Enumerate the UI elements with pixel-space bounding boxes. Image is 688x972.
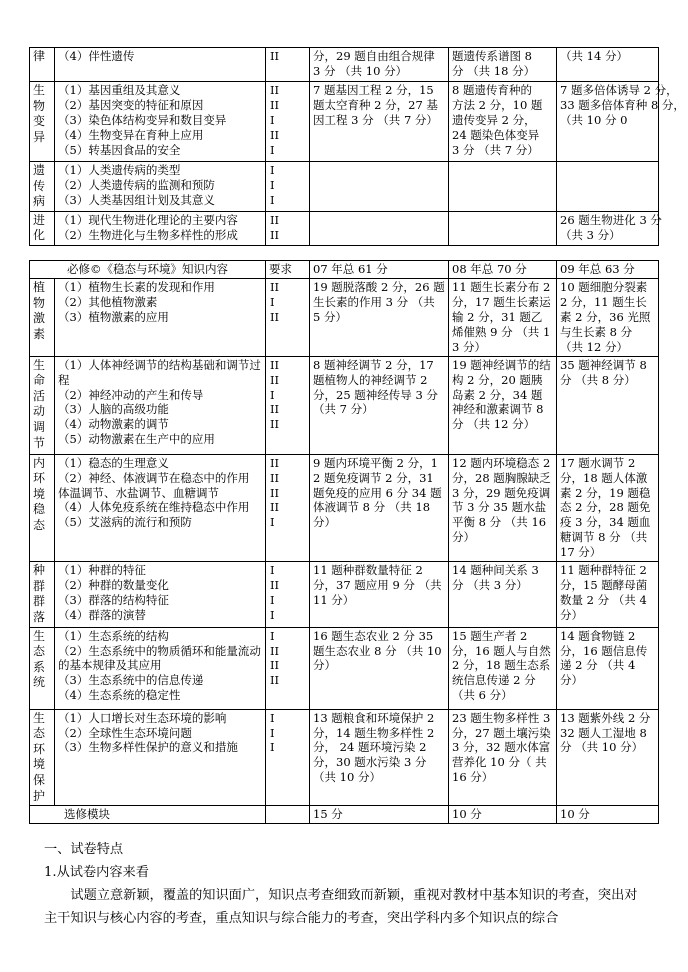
level-cell-line: I — [270, 177, 275, 192]
header-2007: 07 年总 61 分 — [310, 261, 449, 279]
level-cell-line: II — [270, 470, 280, 485]
level-cell-line: II — [270, 49, 280, 63]
score-text: 13 题粮食和环境保护 2 分，14 题生物多样性 2 分， 24 题环境污染 2 分，30 题水污染 3 分 （共 10 分） — [313, 710, 435, 785]
level-cell-line: II — [270, 97, 280, 112]
score-c07-cell — [310, 709, 449, 806]
score-text: 11 题生长素分布 2 分，17 题生长素运输 2 分，31 题乙烯催熟 9 分 （共 13 分） — [452, 279, 551, 354]
content-line: （2）神经冲动的产生和传导 — [58, 387, 204, 402]
score-c07-cell — [310, 278, 449, 356]
category-cell: 生态环境保护 — [30, 709, 55, 806]
level-cell-line: II — [270, 227, 280, 242]
level-cell-line: I — [270, 142, 275, 157]
category-cell: 遗传病 — [30, 162, 55, 212]
footer-label: 选修模块 — [30, 806, 266, 824]
level-cell — [266, 627, 310, 709]
score-text: 17 题水调节 2 分，18 题人体激素 2 分，19 题稳态 2 分，28 题免疫 3 分，34 题血糖调节 8 分 （共 17 分） — [560, 455, 651, 560]
content-line: （2）生态系统中的物质循环和能量流动的基本规律及其应用 — [58, 643, 261, 673]
score-c08-cell — [449, 454, 557, 562]
level-cell-line: I — [270, 192, 275, 207]
level-cell-line: I — [270, 294, 275, 309]
score-c09-cell — [557, 454, 659, 562]
content-line: （1）人体神经调节的结构基础和调节过程 — [58, 357, 261, 387]
level-cell — [266, 709, 310, 806]
content-line: （1）生态系统的结构 — [58, 628, 169, 643]
score-2008-cell-line: 遗传变异 2 分， — [452, 112, 536, 127]
score-2009-cell — [557, 162, 659, 212]
score-text: 14 题食物链 2 分，16 题信息传递 2 分 （共 4 分） — [560, 628, 648, 688]
score-text: 15 题生产者 2 分，16 题人与自然 2 分，18 题生态系统信息传递 2 分 （共 6 分） — [452, 628, 551, 703]
level-cell-line: II — [270, 372, 280, 387]
score-c09-cell — [557, 562, 659, 627]
header-requirement: 要求 — [266, 261, 310, 279]
score-c07-cell — [310, 627, 449, 709]
content-cell-line: （2）人类遗传病的监测和预防 — [58, 177, 215, 192]
score-2007-cell-line: 分，29 题自由组合规律 — [313, 49, 435, 63]
level-cell-line: II — [270, 485, 280, 500]
score-text: 23 题生物多样性 3 分，27 题土壤污染 3 分，32 题水体富营养化 10 分（ 共 16 分） — [452, 710, 551, 785]
content-cell — [55, 454, 266, 562]
content-line: （1）种群的特征 — [58, 563, 146, 578]
table-row — [30, 627, 659, 709]
footer-req — [266, 806, 310, 824]
score-2008-cell-line: 题遗传系谱图 8 — [452, 49, 532, 63]
content-cell — [55, 82, 266, 162]
content-cell-line: （2）基因突变的特征和原因 — [58, 97, 204, 112]
content-line: （4）动物激素的调节 — [58, 417, 169, 432]
score-text: 14 题种间关系 3 分 （共 3 分） — [452, 563, 539, 593]
table-row — [30, 48, 659, 82]
level-cell-line: II — [270, 500, 280, 515]
level-cell-line: I — [270, 163, 275, 177]
level-cell-line: II — [270, 455, 280, 470]
category-cell: 植物激素 — [30, 278, 55, 356]
score-2008-cell — [449, 211, 557, 245]
level-cell — [266, 454, 310, 562]
content-line: （5）动物激素在生产中的应用 — [58, 432, 215, 447]
content-line: （4）生态系统的稳定性 — [58, 688, 181, 703]
level-cell-line: II — [270, 402, 280, 417]
score-2008-cell-line: 方法 2 分，10 题 — [452, 97, 543, 112]
content-line: （3）生物多样性保护的意义和措施 — [58, 740, 238, 755]
score-2009-cell — [557, 48, 659, 82]
level-cell-line: II — [270, 673, 280, 688]
category-cell: 生态系统 — [30, 627, 55, 709]
table-row — [30, 278, 659, 356]
content-cell — [55, 627, 266, 709]
score-text: 10 题细胞分裂素 2 分，11 题生长素 2 分，36 光照与生长素 8 分 （共 12 分） — [560, 279, 651, 354]
content-cell — [55, 48, 266, 82]
score-text: 12 题内环境稳态 2 分，28 题胸腺缺乏 3 分，29 题免疫调节 3 分 35 题水盐平衡 8 分 （共 16 分） — [452, 455, 551, 545]
header-2009: 09 年总 63 分 — [557, 261, 659, 279]
level-cell-line: I — [270, 563, 275, 578]
footer-2007: 15 分 — [310, 806, 449, 824]
score-2007-cell-line: 题太空育种 2 分，27 基 — [313, 97, 438, 112]
score-2008-cell — [449, 82, 557, 162]
level-cell — [266, 278, 310, 356]
score-c08-cell — [449, 278, 557, 356]
score-2008-cell-line: 24 题染色体变异 — [452, 127, 540, 142]
score-c07-cell — [310, 356, 449, 454]
score-text: 16 题生态农业 2 分 35 题生态农业 8 分 （共 10 分） — [313, 628, 442, 673]
content-cell-line: （2）生物进化与生物多样性的形成 — [58, 227, 238, 242]
content-line: （2）其他植物激素 — [58, 294, 158, 309]
table-row — [30, 356, 659, 454]
content-cell — [55, 709, 266, 806]
level-cell-line: I — [270, 725, 275, 740]
level-cell-line: II — [270, 578, 280, 593]
category-cell: 进化 — [30, 211, 55, 245]
score-2009-cell-line: （共 3 分） — [560, 227, 621, 242]
level-cell-line: II — [270, 658, 280, 673]
category-cell: 内环境稳态 — [30, 454, 55, 562]
category-cell: 律 — [30, 48, 55, 82]
score-text: 8 题神经调节 2 分，17 题植物人的神经调节 2 分，25 题神经传导 3 分 （共 7 分） — [313, 357, 438, 417]
level-cell-line: I — [270, 112, 275, 127]
content-line: 体温调节、水盐调节、血糖调节 — [58, 485, 219, 500]
score-2009-cell-line: 26 题生物进化 3 分 — [560, 212, 662, 227]
score-text: 11 题种群数量特征 2 分，37 题应用 9 分 （共 11 分） — [313, 563, 442, 608]
score-2009-cell-line: （共 14 分） — [560, 49, 628, 63]
content-line: （3）人脑的高级功能 — [58, 402, 169, 417]
content-line: （3）植物激素的应用 — [58, 309, 169, 324]
level-cell-line: I — [270, 628, 275, 643]
content-cell-line: （3）染色体结构变异和数目变异 — [58, 112, 227, 127]
level-cell-line: I — [270, 710, 275, 725]
score-2007-cell-line: 3 分 （共 10 分） — [313, 63, 408, 78]
level-cell-line: II — [270, 83, 280, 97]
score-c09-cell — [557, 278, 659, 356]
content-line: （1）人口增长对生态环境的影响 — [58, 710, 227, 725]
header-2008: 08 年总 70 分 — [449, 261, 557, 279]
category-cell: 生物变异 — [30, 82, 55, 162]
level-cell-line: II — [270, 127, 280, 142]
score-2008-cell-line: 8 题遗传育种的 — [452, 83, 532, 97]
content-line: （4）群落的演替 — [58, 608, 146, 622]
level-cell — [266, 48, 310, 82]
score-text: 35 题神经调节 8 分 （共 8 分） — [560, 357, 647, 387]
footer-2009: 10 分 — [557, 806, 659, 824]
score-2008-cell — [449, 162, 557, 212]
score-2009-cell — [557, 211, 662, 245]
score-2009-cell-line: （共 10 分 0 — [560, 112, 628, 127]
score-2009-cell-line: 7 题多倍体诱导 2 分， — [560, 83, 678, 97]
score-c08-cell — [449, 356, 557, 454]
table-row — [30, 162, 659, 212]
level-cell-line: II — [270, 417, 280, 432]
header-content: 必修©《稳态与环境》知识内容 — [30, 261, 266, 279]
level-cell — [266, 211, 310, 245]
score-c08-cell — [449, 627, 557, 709]
level-cell-line: I — [270, 740, 275, 755]
score-2007-cell-line: 因工程 3 分 （共 7 分） — [313, 112, 438, 127]
analysis-section — [44, 838, 649, 930]
section-paragraph: 试题立意新颖，覆盖的知识面广，知识点考查细致而新颖，重视对教材中基本知识的考查，突出对主干知识与核心内容的考查，重点知识与综合能力的考查，突出学科内多个知识点的综合 — [44, 888, 638, 927]
table-row — [30, 562, 659, 627]
content-line: （2）神经、体液调节在稳态中的作用 — [58, 470, 250, 485]
content-cell — [55, 562, 266, 627]
level-cell-line: II — [270, 212, 280, 227]
table-row — [30, 709, 659, 806]
table-footer-row — [30, 806, 659, 824]
level-cell — [266, 562, 310, 627]
footer-2008: 10 分 — [449, 806, 557, 824]
score-c09-cell — [557, 356, 659, 454]
score-c08-cell — [449, 562, 557, 627]
level-cell-line: II — [270, 643, 280, 658]
level-cell — [266, 162, 310, 212]
level-cell-line: II — [270, 309, 280, 324]
score-2007-cell — [310, 82, 449, 162]
level-cell-line: I — [270, 608, 275, 622]
content-line: （2）全球性生态环境问题 — [58, 725, 192, 740]
score-2007-cell — [310, 162, 449, 212]
content-cell — [55, 211, 266, 245]
score-2008-cell — [449, 48, 557, 82]
exam-table-part2 — [29, 260, 659, 824]
level-cell-line: II — [270, 279, 280, 294]
content-cell — [55, 162, 266, 212]
content-cell — [55, 278, 266, 356]
score-c09-cell — [557, 627, 659, 709]
level-cell — [266, 356, 310, 454]
content-cell-line: （1）人类遗传病的类型 — [58, 163, 181, 177]
score-2009-cell — [557, 82, 685, 162]
content-line: （5）艾滋病的流行和预防 — [58, 515, 192, 530]
content-line: （2）种群的数量变化 — [58, 578, 169, 593]
content-cell-line: （1）现代生物进化理论的主要内容 — [58, 212, 238, 227]
score-2008-cell-line: 3 分 （共 7 分） — [452, 142, 539, 157]
score-2009-cell-line: 33 题多倍体育种 8 分， — [560, 97, 685, 112]
content-cell-line: （5）转基因食品的安全 — [58, 142, 181, 157]
table-row — [30, 211, 659, 245]
score-text: 19 题脱落酸 2 分，26 题生长素的作用 3 分 （共 5 分） — [313, 279, 445, 324]
table-row — [30, 454, 659, 562]
content-line: （1）稳态的生理意义 — [58, 455, 169, 470]
score-text: 11 题种群特征 2 分，15 题酵母菌数量 2 分 （共 4 分） — [560, 563, 648, 622]
table-row — [30, 82, 659, 162]
section-heading: 一、试卷特点 — [44, 842, 124, 857]
level-cell-line: I — [270, 593, 275, 608]
level-cell — [266, 82, 310, 162]
content-line: （3）生态系统中的信息传递 — [58, 673, 204, 688]
content-cell-line: （1）基因重组及其意义 — [58, 83, 181, 97]
score-2007-cell — [310, 48, 449, 82]
content-line: （3）群落的结构特征 — [58, 593, 169, 608]
content-cell-line: （4）伴性遗传 — [58, 49, 135, 63]
score-text: 9 题内环境平衡 2 分，12 题免疫调节 2 分，31 题免疫的应用 6 分 34 题体液调节 8 分 （共 18 分） — [313, 455, 442, 530]
category-cell: 生命活动调节 — [30, 356, 55, 454]
score-c07-cell — [310, 454, 449, 562]
score-c08-cell — [449, 709, 557, 806]
score-c09-cell — [557, 709, 659, 806]
content-cell — [55, 356, 266, 454]
level-cell-line: I — [270, 515, 275, 530]
score-2008-cell-line: 分 （共 18 分） — [452, 63, 536, 78]
level-cell-line: I — [270, 387, 275, 402]
exam-table-part1 — [29, 47, 685, 246]
category-cell: 种群群落 — [30, 562, 55, 627]
score-2007-cell — [310, 211, 449, 245]
content-line: （4）人体免疫系统在维持稳态中作用 — [58, 500, 250, 515]
score-c07-cell — [310, 562, 449, 627]
content-line: （1）植物生长素的发现和作用 — [58, 279, 215, 294]
content-cell-line: （3）人类基因组计划及其意义 — [58, 192, 215, 207]
subsection-heading: 1.从试卷内容来看 — [44, 865, 149, 881]
score-text: 13 题紫外线 2 分 32 题人工湿地 8 分 （共 10 分） — [560, 710, 651, 755]
content-cell-line: （4）生物变异在育种上应用 — [58, 127, 204, 142]
score-2007-cell-line: 7 题基因工程 2 分，15 — [313, 83, 434, 97]
score-text: 19 题神经调节的结构 2 分，20 题胰岛素 2 分，34 题神经和激素调节 8 分 （共 12 分） — [452, 357, 551, 432]
level-cell-line: II — [270, 357, 280, 372]
table-header-row — [30, 261, 659, 279]
